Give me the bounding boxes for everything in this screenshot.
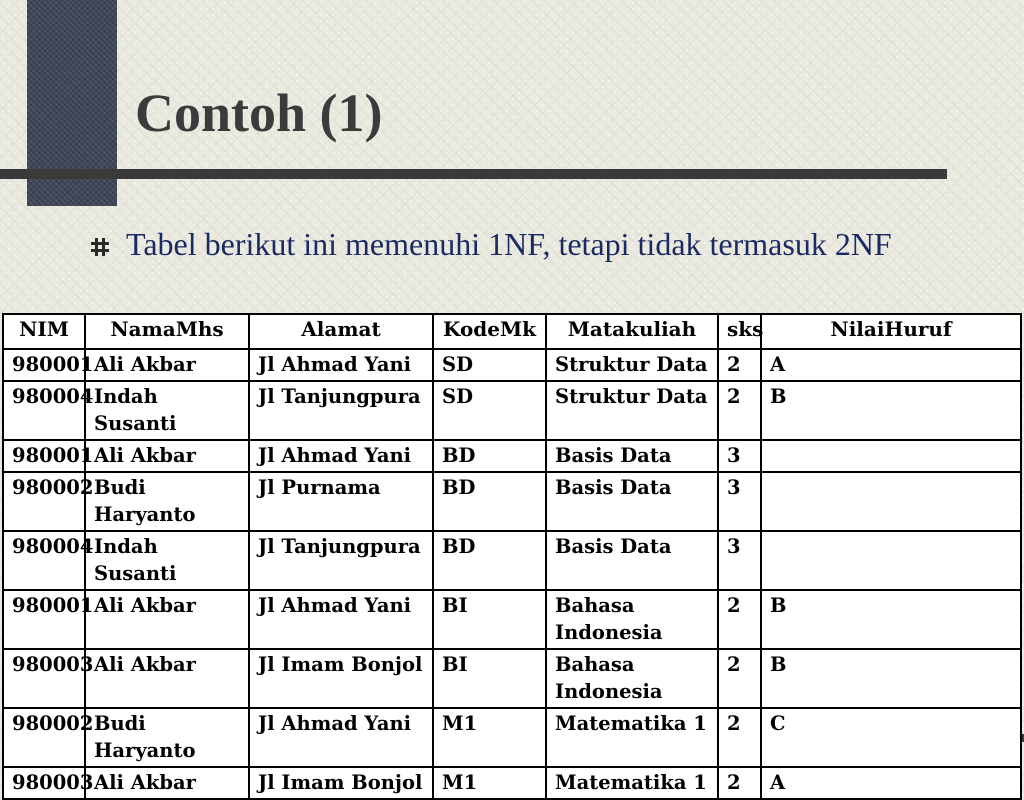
cell-namamhs: Indah Susanti xyxy=(85,381,249,440)
cell-matakuliah: Bahasa Indonesia xyxy=(546,590,718,649)
cell-alamat: Jl Imam Bonjol xyxy=(249,767,433,799)
table-row xyxy=(3,767,1021,799)
bullet-text: Tabel berikut ini memenuhi 1NF, tetapi tidak termasuk 2NF xyxy=(126,226,892,262)
cell-sks: 3 xyxy=(718,440,761,472)
cell-sks: 2 xyxy=(718,349,761,381)
cell-sks: 2 xyxy=(718,590,761,649)
slide-title: Contoh (1) xyxy=(135,83,383,143)
cell-matakuliah: Basis Data xyxy=(546,440,718,472)
cell-nim: 980002 xyxy=(3,708,85,767)
cell-alamat: Jl Imam Bonjol xyxy=(249,649,433,708)
cell-kodemk: BI xyxy=(433,590,546,649)
cell-namamhs: Indah Susanti xyxy=(85,531,249,590)
cell-kodemk: SD xyxy=(433,381,546,440)
cell-kodemk: BD xyxy=(433,472,546,531)
cell-kodemk: BI xyxy=(433,649,546,708)
table-row xyxy=(3,590,1021,649)
table-row xyxy=(3,349,1021,381)
cell-nim: 980002 xyxy=(3,472,85,531)
cell-alamat: Jl Tanjungpura xyxy=(249,381,433,440)
cell-nim: 980001 xyxy=(3,590,85,649)
cell-nilaihuruf xyxy=(761,440,1021,472)
table-row xyxy=(3,708,1021,767)
cell-matakuliah: Struktur Data xyxy=(546,349,718,381)
table-row xyxy=(3,531,1021,590)
table-row xyxy=(3,381,1021,440)
cell-namamhs: Ali Akbar xyxy=(85,590,249,649)
cell-matakuliah: Basis Data xyxy=(546,472,718,531)
student-grades-table xyxy=(2,313,1022,800)
cell-kodemk: BD xyxy=(433,440,546,472)
header-kodemk: KodeMk xyxy=(433,314,546,349)
title-divider xyxy=(0,169,947,179)
cell-nim: 980003 xyxy=(3,649,85,708)
table-row xyxy=(3,440,1021,472)
cell-matakuliah: Matematika 1 xyxy=(546,708,718,767)
cell-matakuliah: Struktur Data xyxy=(546,381,718,440)
cell-matakuliah: Bahasa Indonesia xyxy=(546,649,718,708)
cell-alamat: Jl Ahmad Yani xyxy=(249,590,433,649)
cell-namamhs: Budi Haryanto xyxy=(85,708,249,767)
cell-nim: 980003 xyxy=(3,767,85,799)
cell-alamat: Jl Ahmad Yani xyxy=(249,708,433,767)
header-namamhs: NamaMhs xyxy=(85,314,249,349)
cell-namamhs: Ali Akbar xyxy=(85,440,249,472)
cell-sks: 3 xyxy=(718,472,761,531)
cell-alamat: Jl Ahmad Yani xyxy=(249,440,433,472)
cell-nilaihuruf: B xyxy=(761,590,1021,649)
header-nilaihuruf: NilaiHuruf xyxy=(761,314,1021,349)
cell-nilaihuruf xyxy=(761,472,1021,531)
cell-nim: 980001 xyxy=(3,440,85,472)
data-table-container xyxy=(2,313,1022,800)
cell-kodemk: M1 xyxy=(433,767,546,799)
cell-namamhs: Ali Akbar xyxy=(85,767,249,799)
header-alamat: Alamat xyxy=(249,314,433,349)
cell-matakuliah: Basis Data xyxy=(546,531,718,590)
header-sks: sks xyxy=(718,314,761,349)
cell-nim: 980004 xyxy=(3,531,85,590)
cell-sks: 3 xyxy=(718,531,761,590)
cell-nilaihuruf: C xyxy=(761,708,1021,767)
cell-nim: 980001 xyxy=(3,349,85,381)
header-matakuliah: Matakuliah xyxy=(546,314,718,349)
cell-sks: 2 xyxy=(718,381,761,440)
cell-alamat: Jl Ahmad Yani xyxy=(249,349,433,381)
cell-sks: 2 xyxy=(718,708,761,767)
cell-nilaihuruf: A xyxy=(761,349,1021,381)
cell-nilaihuruf xyxy=(761,531,1021,590)
cell-namamhs: Budi Haryanto xyxy=(85,472,249,531)
cell-nilaihuruf: A xyxy=(761,767,1021,799)
cell-kodemk: M1 xyxy=(433,708,546,767)
cell-alamat: Jl Tanjungpura xyxy=(249,531,433,590)
cell-nilaihuruf: B xyxy=(761,649,1021,708)
cell-alamat: Jl Purnama xyxy=(249,472,433,531)
cell-namamhs: Ali Akbar xyxy=(85,349,249,381)
cell-sks: 2 xyxy=(718,649,761,708)
cell-kodemk: BD xyxy=(433,531,546,590)
cell-kodemk: SD xyxy=(433,349,546,381)
cell-sks: 2 xyxy=(718,767,761,799)
cell-namamhs: Ali Akbar xyxy=(85,649,249,708)
header-nim: NIM xyxy=(3,314,85,349)
table-row xyxy=(3,472,1021,531)
cell-nim: 980004 xyxy=(3,381,85,440)
cell-matakuliah: Matematika 1 xyxy=(546,767,718,799)
cell-nilaihuruf: B xyxy=(761,381,1021,440)
table-header-row xyxy=(3,314,1021,349)
hash-bullet-icon xyxy=(89,236,111,258)
table-row xyxy=(3,649,1021,708)
